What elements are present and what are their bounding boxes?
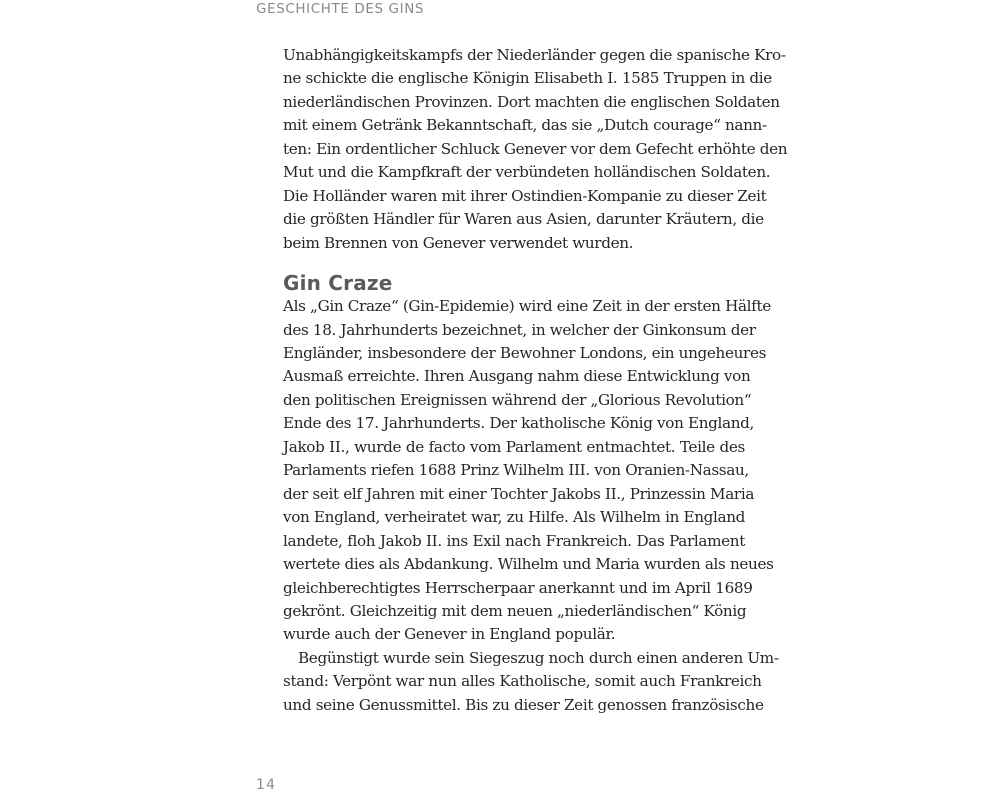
section-heading: Gin Craze bbox=[283, 271, 393, 296]
text-line: ne schickte die englische Königin Elisabeth I. 1585 Truppen in die bbox=[283, 69, 772, 88]
section-paragraph-1 bbox=[283, 295, 774, 647]
text-line: beim Brennen von Genever verwendet wurden. bbox=[283, 233, 634, 252]
text-line: gekrönt. Gleichzeitig mit dem neuen „niederländischen“ König bbox=[283, 601, 747, 620]
section-paragraph-2 bbox=[283, 647, 779, 717]
text-line: Parlaments riefen 1688 Prinz Wilhelm III. von Oranien-Nassau, bbox=[283, 461, 749, 480]
text-line: Begünstigt wurde sein Siegeszug noch durch einen anderen Um- bbox=[298, 648, 779, 667]
text-line: von England, verheiratet war, zu Hilfe. Als Wilhelm in England bbox=[283, 508, 746, 527]
text-line: der seit elf Jahren mit einer Tochter Jakobs II., Prinzessin Maria bbox=[283, 484, 755, 503]
text-line: ten: Ein ordentlicher Schluck Genever vor dem Gefecht erhöhte den bbox=[283, 139, 788, 158]
text-line: wertete dies als Abdankung. Wilhelm und Maria wurden als neues bbox=[283, 555, 774, 574]
text-line: landete, floh Jakob II. ins Exil nach Frankreich. Das Parlament bbox=[283, 531, 745, 550]
text-line: Jakob II., wurde de facto vom Parlament entmachtet. Teile des bbox=[283, 437, 745, 456]
text-line: wurde auch der Genever in England populär. bbox=[283, 625, 616, 644]
running-header: GESCHICHTE DES GINS bbox=[256, 1, 425, 17]
text-line: stand: Verpönt war nun alles Katholische, somit auch Frankreich bbox=[283, 672, 762, 691]
text-line: Ausmaß erreichte. Ihren Ausgang nahm diese Entwicklung von bbox=[283, 367, 751, 386]
text-line: Engländer, insbesondere der Bewohner Londons, ein ungeheures bbox=[283, 343, 767, 362]
text-line: niederländischen Provinzen. Dort machten die englischen Soldaten bbox=[283, 92, 780, 111]
intro-paragraph bbox=[283, 44, 788, 255]
text-line: den politischen Ereignissen während der „Glorious Revolution“ bbox=[283, 390, 752, 409]
text-line: Ende des 17. Jahrhunderts. Der katholische König von England, bbox=[283, 414, 755, 433]
text-line: des 18. Jahrhunderts bezeichnet, in welcher der Ginkonsum der bbox=[283, 320, 756, 339]
text-column bbox=[283, 44, 788, 717]
text-line: Unabhängigkeitskampfs der Niederländer gegen die spanische Kro- bbox=[283, 46, 786, 64]
text-line: Die Holländer waren mit ihrer Ostindien-Kompanie zu dieser Zeit bbox=[283, 186, 767, 205]
text-line: und seine Genussmittel. Bis zu dieser Zeit genossen französische bbox=[283, 695, 764, 714]
page-number: 14 bbox=[256, 777, 277, 793]
text-line: die größten Händler für Waren aus Asien, darunter Kräutern, die bbox=[283, 210, 764, 229]
text-line: mit einem Getränk Bekanntschaft, das sie „Dutch courage“ nann- bbox=[283, 116, 767, 135]
text-line: Als „Gin Craze“ (Gin-Epidemie) wird eine Zeit in der ersten Hälfte bbox=[283, 297, 771, 316]
text-line: Mut und die Kampfkraft der verbündeten holländischen Soldaten. bbox=[283, 163, 771, 182]
text-line: gleichberechtigtes Herrscherpaar anerkannt und im April 1689 bbox=[283, 578, 753, 597]
